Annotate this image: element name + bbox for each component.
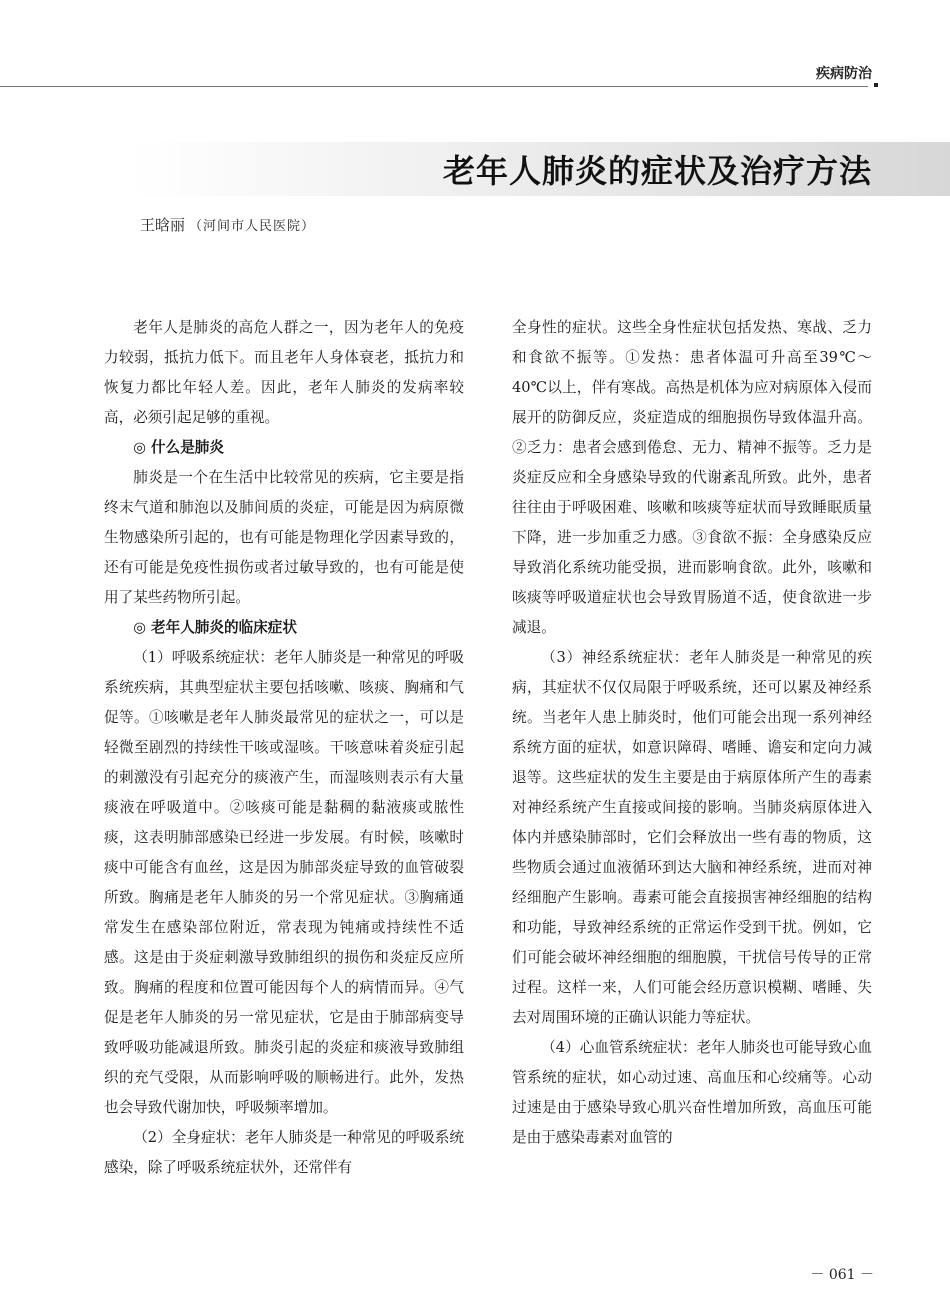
systemic-symptoms-paragraph-start: （2）全身症状：老年人肺炎是一种常见的呼吸系统感染，除了呼吸系统症状外，还常伴有 bbox=[104, 1129, 464, 1176]
header-rule bbox=[0, 86, 868, 87]
definition-paragraph: 肺炎是一个在生活中比较常见的疾病，它主要是指终末气道和肺泡以及肺间质的炎症，可能是因为病原微生物感染所引起的，也有可能是物理化学因素导致的，还有可能是免疫性损伤或者过敏导致的，也有可能是使用了某些药物所引起。 bbox=[104, 469, 464, 606]
section-heading-what-is-pneumonia: ◎ 什么是肺炎 bbox=[133, 439, 224, 456]
article-title: 老年人肺炎的症状及治疗方法 bbox=[442, 152, 872, 190]
byline bbox=[140, 214, 315, 235]
cardiovascular-symptoms-paragraph: （4）心血管系统症状：老年人肺炎也可能导致心血管系统的症状，如心动过速、高血压和心绞痛等。心动过速是由于感染导致心肌兴奋性增加所致，高血压可能是由于感染毒素对血管的 bbox=[512, 1039, 872, 1146]
section-marker bbox=[874, 83, 878, 87]
section-label: 疾病防治 bbox=[816, 66, 872, 82]
author-name: 王晗丽 bbox=[140, 216, 186, 234]
section-heading-clinical-symptoms: ◎ 老年人肺炎的临床症状 bbox=[133, 619, 297, 636]
intro-paragraph: 老年人是肺炎的高危人群之一，因为老年人的免疫力较弱，抵抗力低下。而且老年人身体衰老，抵抗力和恢复力都比年轻人差。因此，老年人肺炎的发病率较高，必须引起足够的重视。 bbox=[104, 319, 464, 426]
right-column bbox=[512, 313, 872, 1153]
page-number: － 061 － bbox=[810, 1267, 874, 1283]
left-column bbox=[104, 313, 464, 1183]
author-affiliation: （河间市人民医院） bbox=[189, 219, 316, 234]
neurological-symptoms-paragraph: （3）神经系统症状：老年人肺炎是一种常见的疾病，其症状不仅仅局限于呼吸系统，还可以累及神经系统。当老年人患上肺炎时，他们可能会出现一系列神经系统方面的症状，如意识障碍、嗜睡、谵妄和定向力减退等。这些症状的发生主要是由于病原体所产生的毒素对神经系统产生直接或间接的影响。当肺炎病原体进入体内并感染肺部时，它们会释放出一些有毒的物质，这些物质会通过血液循环到达大脑和神经系统，进而对神经细胞产生影响。毒素可能会直接损害神经细胞的结构和功能，导致神经系统的正常运作受到干扰。例如，它们可能会破坏神经细胞的细胞膜，干扰信号传导的正常过程。这样一来，人们可能会经历意识模糊、嗜睡、失去对周围环境的正确认识能力等症状。 bbox=[512, 649, 872, 1026]
systemic-symptoms-paragraph-cont: 全身性的症状。这些全身性症状包括发热、寒战、乏力和食欲不振等。①发热：患者体温可升高至39℃～40℃以上，伴有寒战。高热是机体为应对病原体入侵而展开的防御反应，炎症造成的细胞损伤导致体温升高。②乏力：患者会感到倦怠、无力、精神不振等。乏力是炎症反应和全身感染导致的代谢紊乱所致。此外，患者往往由于呼吸困难、咳嗽和咳痰等症状而导致睡眠质量下降，进一步加重乏力感。③食欲不振：全身感染反应导致消化系统功能受损，进而影响食欲。此外，咳嗽和咳痰等呼吸道症状也会导致胃肠道不适，使食欲进一步减退。 bbox=[512, 319, 872, 636]
respiratory-symptoms-paragraph: （1）呼吸系统症状：老年人肺炎是一种常见的呼吸系统疾病，其典型症状主要包括咳嗽、咳痰、胸痛和气促等。①咳嗽是老年人肺炎最常见的症状之一，可以是轻微至剧烈的持续性干咳或湿咳。干咳意味着炎症引起的刺激没有引起充分的痰液产生，而湿咳则表示有大量痰液在呼吸道中。②咳痰可能是黏稠的黏液痰或脓性痰，这表明肺部感染已经进一步发展。有时候，咳嗽时痰中可能含有血丝，这是因为肺部炎症导致的血管破裂所致。胸痛是老年人肺炎的另一个常见症状。③胸痛通常发生在感染部位附近，常表现为钝痛或持续性不适感。这是由于炎症刺激导致肺组织的损伤和炎症反应所致。胸痛的程度和位置可能因每个人的病情而异。④气促是老年人肺炎的另一常见症状，它是由于肺部病变导致呼吸功能减退所致。肺炎引起的炎症和痰液导致肺组织的充气受限，从而影响呼吸的顺畅进行。此外，发热也会导致代谢加快，呼吸频率增加。 bbox=[104, 649, 464, 1116]
